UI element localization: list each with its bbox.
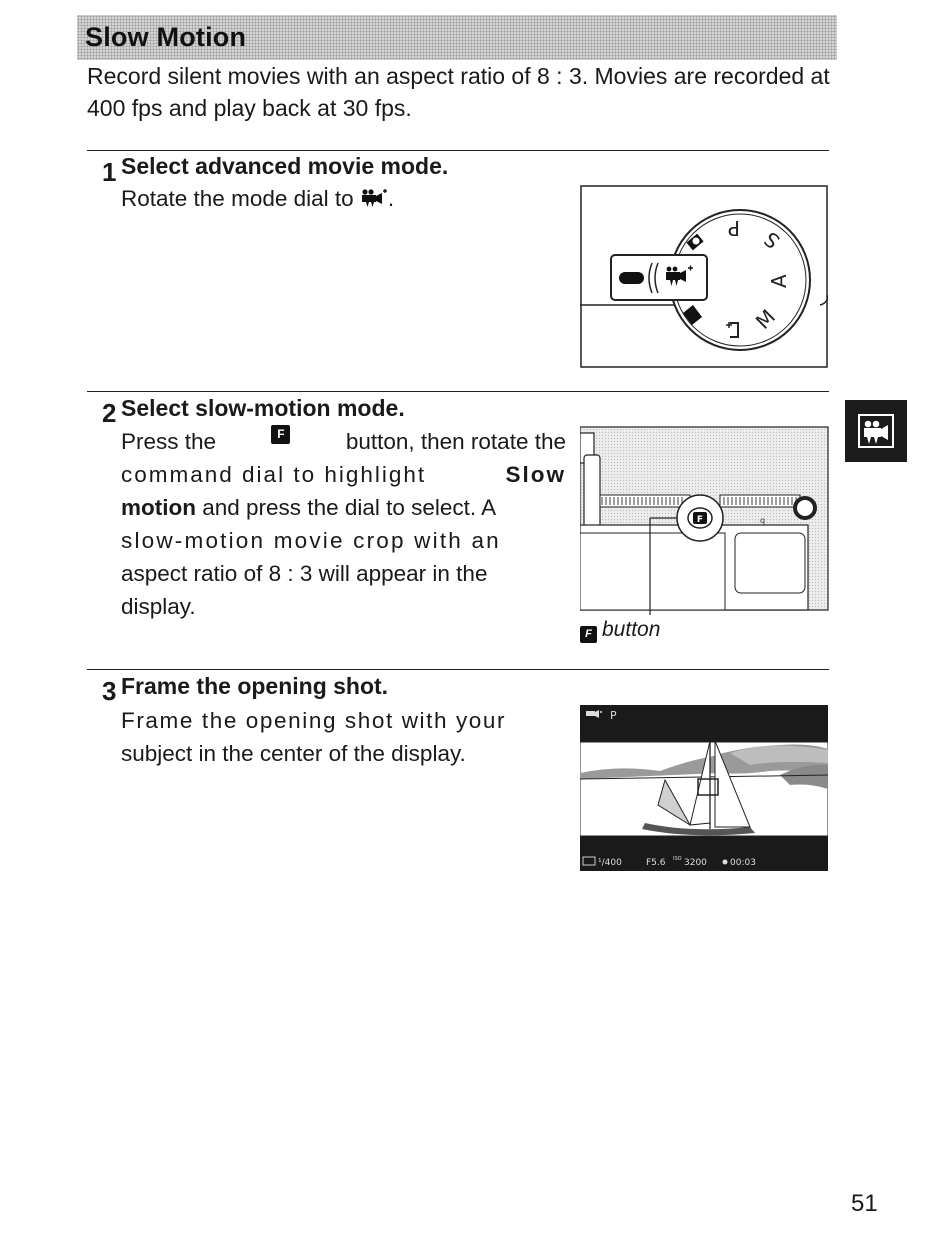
intro-paragraph: Record silent movies with an aspect ratio of 8 : 3. Movies are recorded at 400 fps and play back at 30 fps.	[87, 63, 830, 121]
page-number: 51	[851, 1190, 878, 1217]
lcd-iso-label: ISO	[673, 856, 682, 862]
movie-camera-icon	[858, 414, 894, 448]
caption-f-button-icon: F	[580, 626, 597, 643]
f-button-caption: F button	[580, 618, 660, 643]
dial-index-mark	[619, 272, 644, 284]
step-3-line-1: Frame the opening shot with your	[121, 708, 507, 733]
step-3-number: 3	[102, 676, 117, 706]
step-2-line-6: display.	[121, 594, 196, 619]
step-2-body	[121, 425, 566, 623]
f-button-icon: F	[271, 425, 290, 444]
step-2-line-1: Press the F button, then rotate the	[121, 427, 566, 454]
camera-back-figure	[580, 425, 830, 615]
lcd-display-figure	[580, 705, 828, 871]
step-1-text: Rotate the mode dial to	[121, 186, 354, 211]
page-title: Slow Motion	[85, 22, 247, 52]
mode-dial-figure	[580, 185, 828, 368]
lcd-aperture: F5.6	[646, 858, 666, 868]
svg-text:q: q	[760, 516, 766, 525]
lcd-mode: P	[610, 709, 617, 722]
dial-label-p: P	[727, 216, 740, 240]
divider-step-2	[87, 391, 829, 392]
step-3-body	[121, 704, 566, 770]
lcd-time: 00:03	[730, 858, 756, 868]
lcd-iso: 3200	[684, 858, 707, 868]
step-2-line-5: aspect ratio of 8 : 3 will appear in the	[121, 561, 488, 586]
step-1-number: 1	[102, 157, 117, 187]
step-3-heading: Frame the opening shot.	[121, 673, 389, 699]
dial-label-m: M	[750, 304, 781, 334]
lcd-rec-icon	[723, 860, 728, 865]
step-2-heading: Select slow-motion mode.	[121, 395, 405, 421]
svg-text:F: F	[696, 515, 704, 525]
step-3-line-2: subject in the center of the display.	[121, 741, 466, 766]
movie-section-tab	[845, 400, 907, 462]
lcd-shutter: ¹/400	[598, 858, 622, 868]
dial-label-a: A	[767, 274, 791, 288]
step-1-body: Rotate the mode dial to .	[121, 186, 395, 211]
step-2-line-2: command dial to highlight Slow	[121, 462, 566, 487]
advanced-movie-mode-icon	[360, 187, 388, 207]
step-2-line-4: slow-motion movie crop with an	[121, 528, 501, 553]
step-2-number: 2	[102, 398, 117, 428]
step-1-heading: Select advanced movie mode.	[121, 153, 449, 179]
dial-label-s: S	[759, 226, 785, 254]
divider-step-3	[87, 669, 829, 670]
step-2-line-3: motion and press the dial to select. A	[121, 495, 497, 520]
